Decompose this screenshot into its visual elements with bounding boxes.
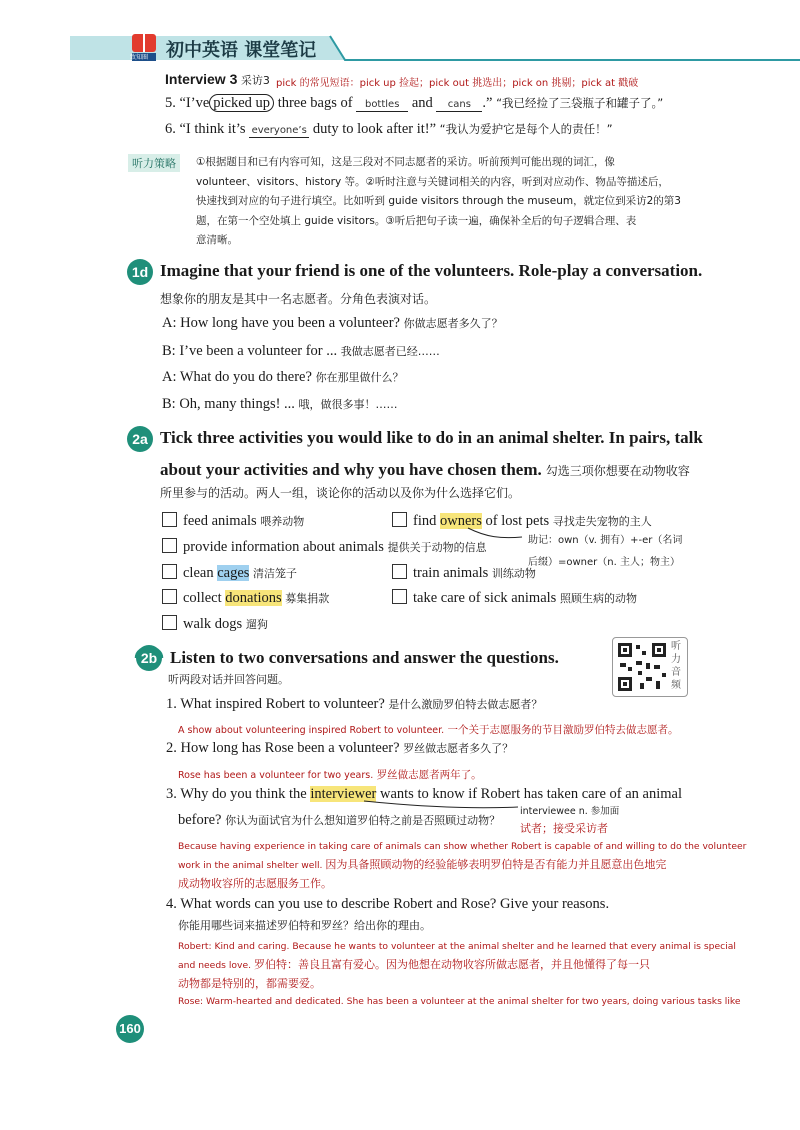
q6-translation: “我认为爱护它是每个人的责任！” <box>439 122 613 136</box>
q5-translation: “我已经捡了三袋瓶子和罐子了。” <box>496 96 664 110</box>
answer-1: A show about volunteering inspired Robert to volunteer. 一个关于志愿服务的节目激励罗伯特去做志愿者。 <box>178 724 679 736</box>
activity-option[interactable]: provide information about animals 提供关于动物的信息 <box>162 538 487 556</box>
answer-4: Robert: Kind and caring. Because he wants to volunteer at the animal shelter and he learned that every animal is special and needs love. 罗伯特：善良且富有爱心。因为他想在动物收容所做志愿者，并且他懂得了每一只 动物都是特别的，都需要爱。 Rose: Warm-hearted and dedicated. She has been a volunteer at the animal shelter for two years, doing various tasks like <box>178 941 741 1007</box>
question-3-line2: before? 你认为面试官为什么想知道罗伯特之前是否照顾过动物？ <box>178 812 501 828</box>
interview-title: Interview 3 <box>165 71 238 87</box>
pick-phrase-note: pick 的常见短语：pick up 捡起；pick out 挑选出；pick on 挑剔；pick at 戳破 <box>276 78 639 89</box>
question-1: 1. What inspired Robert to volunteer? 是什么激励罗伯特去做志愿者？ <box>166 696 543 712</box>
interview-title-cn: 采访3 <box>240 74 270 87</box>
s2a-title-line2: about your activities and why you have chosen them. 勾选三项你想要在动物收容 <box>160 460 690 479</box>
checkbox[interactable] <box>392 589 407 604</box>
checkbox[interactable] <box>392 512 407 527</box>
blank-bottles: bottles <box>356 98 408 112</box>
activity-option[interactable]: feed animals 喂养动物 <box>162 512 304 530</box>
checkbox[interactable] <box>162 615 177 630</box>
qr-code-icon <box>616 641 668 693</box>
checkbox[interactable] <box>162 564 177 579</box>
question-4: 4. What words can you use to describe Robert and Rose? Give your reasons. <box>166 896 610 912</box>
activity-option[interactable]: clean cages 清洁笼子 <box>162 564 297 582</box>
logo-label: 致知圈 <box>130 54 149 61</box>
s2b-cn: 听两段对话并回答问题。 <box>168 673 289 686</box>
qr-code[interactable] <box>612 637 688 697</box>
checkbox[interactable] <box>162 589 177 604</box>
dialog-line: A: How long have you been a volunteer? 你做志愿者多久了？ <box>162 315 503 331</box>
interviewee-note: interviewee n. 参加面 <box>520 806 620 817</box>
question-3: 3. Why do you think the interviewer wants to know if Robert has taken care of an animal <box>166 786 682 802</box>
s2a-cn: 所里参与的活动。两人一组，谈论你的活动以及你为什么选择它们。 <box>160 486 521 500</box>
memo-arrow <box>466 525 526 545</box>
activity-option[interactable]: collect donations 募集捐款 <box>162 589 329 607</box>
question-6: 6. “I think it’s everyone’s duty to look after it!” “我认为爱护它是每个人的责任！” <box>165 121 613 137</box>
checkbox[interactable] <box>162 512 177 527</box>
circled-phrase: picked up <box>209 94 274 112</box>
question-5: 5. “I’ve picked up three bags of bottles and cans .” “我已经捡了三袋瓶子和罐子了。” <box>165 95 664 111</box>
checkbox[interactable] <box>392 564 407 579</box>
dialog-line: A: What do you do there? 你在那里做什么？ <box>162 369 404 385</box>
activity-option[interactable]: walk dogs 遛狗 <box>162 615 268 633</box>
header-bar <box>0 32 800 64</box>
s2a-title-line1: Tick three activities you would like to do in an animal shelter. In pairs, talk <box>160 428 703 447</box>
book-logo-icon <box>128 32 160 62</box>
headphones-icon <box>132 638 166 664</box>
header-ribbon <box>0 32 800 72</box>
question-2: 2. How long has Rose been a volunteer? 罗丝做志愿者多久了？ <box>166 740 514 756</box>
badge-2b: 2b <box>136 645 162 671</box>
s1d-cn: 想象你的朋友是其中一名志愿者。分角色表演对话。 <box>160 292 437 306</box>
dialog-line: B: Oh, many things! ... 哦，做很多事！…… <box>162 396 398 412</box>
checkbox[interactable] <box>162 538 177 553</box>
blank-everyones: everyone’s <box>249 124 309 138</box>
activity-option[interactable]: find owners of lost pets 寻找走失宠物的主人 <box>392 512 652 530</box>
interviewee-note-2: 试者；接受采访者 <box>520 822 608 835</box>
header-title: 初中英语 课堂笔记 <box>166 40 317 61</box>
blank-cans: cans <box>436 98 482 112</box>
answer-3: Because having experience in taking care of animals can show whether Robert is capable of and willing to do the volunteer work in the animal shelter well. 因为具备照顾动物的经验能够表明罗伯特是否有能力并且愿意出色地完 成动物收容所的志愿服务工作。 <box>178 841 747 890</box>
activity-option[interactable]: take care of sick animals 照顾生病的动物 <box>392 589 637 607</box>
strategy-tag: 听力策略 <box>128 154 180 172</box>
badge-1d: 1d <box>127 259 153 285</box>
badge-2a: 2a <box>127 426 153 452</box>
dialog-line: B: I’ve been a volunteer for ... 我做志愿者已经…… <box>162 343 440 359</box>
s2b-title: Listen to two conversations and answer the questions. <box>170 648 559 667</box>
owner-memo-note: 助记：own（v. 拥有）+-er（名词 后缀）=owner（n. 主人；物主） <box>528 535 683 568</box>
answer-2: Rose has been a volunteer for two years. 罗丝做志愿者两年了。 <box>178 769 482 781</box>
activity-option[interactable]: train animals 训练动物 <box>392 564 536 582</box>
strategy-text: ①根据题目和已有内容可知，这是三段对不同志愿者的采访。听前预判可能出现的词汇，像 volunteer、visitors、history 等。②听时注意与关键词相关的内容，听到对应动作、物品等描述后， 快速找到对应的句子进行填空。比如听到 guide visitors through the museum，就定位到采访2的第3 题，在第一个空处填上 guide visitors。③听后把句子读一遍，确保补全后的句子逻辑合理、表 意清晰。 <box>196 156 681 246</box>
interview-title-row <box>165 71 270 89</box>
note-arrow <box>362 799 522 813</box>
s1d-title: Imagine that your friend is one of the volunteers. Role-play a conversation. <box>160 261 703 280</box>
question-4-cn: 你能用哪些词来描述罗伯特和罗丝？给出你的理由。 <box>178 919 431 932</box>
page-number: 160 <box>116 1015 144 1043</box>
qr-label: 听力音频 <box>671 641 681 691</box>
